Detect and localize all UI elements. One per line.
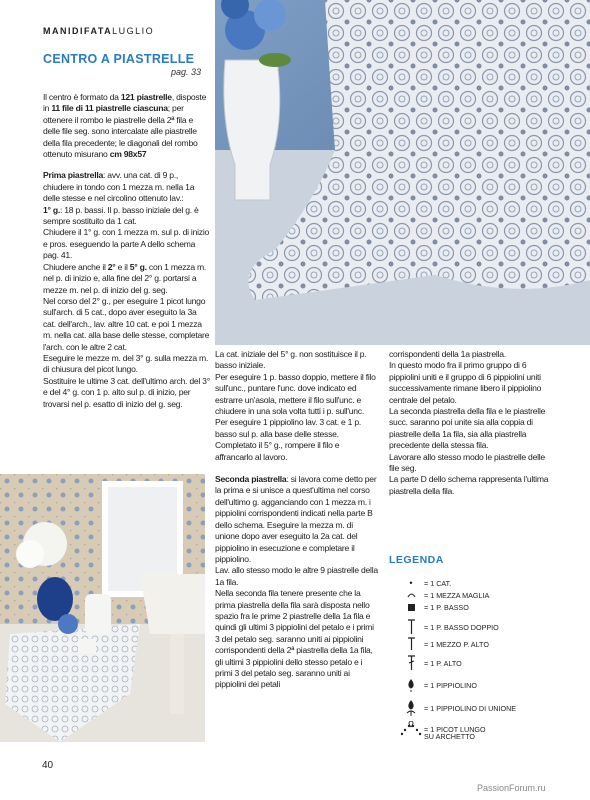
paragraph: La seconda piastrella della fila e le piastrelle succ. saranno poi unite sia alla coppia di piastrelle della 1a fila, sia alla piastrella precedente della stessa fila. (389, 406, 546, 451)
tall-tee-icon (398, 619, 424, 635)
paragraph: Eseguire le mezze m. del 3° g. sulla mezza m. di chiusura del picot lungo. (43, 352, 209, 375)
legend-label: = 1 MEZZO P. ALTO (424, 639, 489, 649)
text-span: con 1 mezza m. nel p. di inizio e, alla fine del 2° g. portarsi a mezze m. nel p. di inizio del g. seg. (43, 261, 207, 295)
picot-loop-icon (398, 721, 424, 737)
dagger-icon (398, 655, 424, 671)
text-span: ; per ottenere il rombo le piastrelle della 2ª fila e delle file seg. sono intercalate alle piastrelle della fila precedente; le diagonali del rombo ottenuto misurano (43, 103, 198, 160)
bold-span: Seconda piastrella (215, 474, 287, 485)
paragraph: Per eseguire 1 p. basso doppio, mettere il filo sull'unc., puntare l'unc. dove indicato ed estrarre un'asola, mettere il filo sull'unc. e chiudere in una sola volta tutti i p. sull'unc. (215, 371, 376, 417)
magazine-header (43, 26, 154, 36)
filled-square-icon (398, 604, 424, 611)
tee-icon (398, 637, 424, 651)
arc-icon (398, 591, 424, 600)
legend-item-pippiolino-unione (398, 699, 516, 717)
bold-span: cm 98x57 (109, 149, 147, 160)
legend-item-mezzo-p-alto (398, 637, 489, 651)
section-title: CENTRO A PIASTRELLE (43, 52, 195, 66)
brand-name: MANIDIFATA (43, 26, 113, 36)
text-span: : si lavora come detto per la prima e si unisce a quest'ultima nel corso dell'ultimo g. agganciando con 1 mezza m. i pippiolini corrispondenti indicati nella parte B dello schema. Eseguire la mezza m. di unione dopo aver eseguito la 2a cat. del pippiolino in esecuzione e completare il pippiolino. (215, 474, 377, 564)
legend-item-mezza-maglia (398, 591, 489, 600)
legend-item-p-alto (398, 655, 462, 671)
legend-item-pippiolino (398, 678, 477, 692)
second-tile-paragraph (215, 474, 379, 565)
text-span: e il (115, 261, 130, 272)
legend-label: = 1 PIPPIOLINO (424, 680, 477, 690)
text-span: , disposte in (43, 92, 207, 114)
text-span: Chiudere anche il (43, 261, 108, 272)
legend-label: = 1 P. BASSO (424, 603, 469, 612)
text-column-1 (43, 92, 210, 410)
page-reference: pag. 33 (171, 67, 202, 77)
bold-span: 121 piastrelle (120, 92, 172, 102)
paragraph: Sostituire le ultime 3 cat. dell'ultimo arch. del 3° e del 4° g. con 1 p. alto sul p. di inizio, per trovarsi nel p. esatto di inizio del g. seg. (43, 375, 210, 409)
paragraph: Nella seconda fila tenere presente che la prima piastrella della fila sarà disposta nello spazio fra le prime 2 piastrelle della 1a fila e quindi gli ultimi 3 pippiolini del petalo e i primi 3 del petalo seg. saranno uniti ai pippiolini corrispondenti della 2ª piastrella della 1a fila, gli ultimi 3 pippiolini dello stesso petalo e i primi 3 del petalo seg. saranno uniti ai pippiolini dei petali (215, 588, 374, 690)
paragraph: corrispondenti della 1a piastrella. (389, 349, 506, 359)
first-tile-paragraph (43, 170, 210, 227)
legend-item-picot-lungo-line2 (424, 732, 475, 741)
paragraph: La cat. iniziale del 5° g. non sostituisce il p. basso iniziale. (215, 349, 367, 371)
text-span: : avv. una cat. di 9 p., chiudere in tondo con 1 mezza m. nella 1a delle stesse e nel circolino ottenuto lav.: (43, 170, 195, 204)
photo-doily-closeup (215, 0, 590, 345)
bold-span: 11 file di 11 piastrelle ciascuna (51, 103, 168, 114)
legend-item-p-basso-doppio (398, 619, 499, 635)
paragraph: Completato il 5° g., rompere il filo e affrancarlo al lavoro. (215, 440, 340, 462)
watermark: PassionForum.ru (477, 783, 546, 793)
legend-title: LEGENDA (389, 554, 444, 566)
legend-label: = 1 PIPPIOLINO DI UNIONE (424, 703, 517, 713)
bold-span: 2° (107, 261, 116, 272)
legend-label: = 1 P. BASSO DOPPIO (424, 622, 499, 632)
legend-label: = 1 MEZZA MAGLIA (424, 591, 490, 600)
legend-label: = 1 CAT. (424, 578, 452, 588)
text-column-3 (389, 349, 554, 497)
dot-icon: • (409, 578, 413, 588)
paragraph (43, 262, 210, 296)
paragraph: Chiudere il 1° g. con 1 mezza m. sul p. di inizio e pros. eseguendo la parte A dello schema pag. 41. (43, 227, 210, 261)
legend-label: = 1 P. ALTO (424, 658, 462, 668)
legend-item-p-basso (398, 603, 469, 612)
bold-span: Prima piastrella (43, 170, 104, 181)
bold-span: 1° g. (43, 204, 60, 215)
paragraph: Lav. allo stesso modo le altre 9 piastrelle della 1a fila. (215, 565, 378, 587)
text-column-2 (215, 349, 379, 691)
paragraph: La parte D dello schema rappresenta l'ultima piastrella della fila. (389, 474, 549, 496)
paragraph: In questo modo fra il primo gruppo di 6 pippiolini uniti e il gruppo di 6 pippiolini uniti successivamente rimane libero il pippiolino centrale del petalo. (389, 360, 542, 405)
legend-label: = 1 PICOT LUNGO (424, 724, 486, 734)
page-number: 40 (42, 760, 54, 771)
text-span: : 18 p. bassi. Il p. basso iniziale del g. è sempre sostituito da 1 cat. (43, 204, 199, 227)
legend-label: SU ARCHETTO (424, 732, 475, 741)
issue-month: LUGLIO (112, 26, 155, 36)
drop-icon (398, 678, 424, 692)
intro-paragraph (43, 92, 210, 160)
paragraph: Per eseguire 1 pippiolino lav. 3 cat. e 1 p. basso sul p. alla base delle stesse. (215, 417, 362, 439)
legend-item-cat (398, 578, 451, 588)
paragraph: Nel corso del 2° g., per eseguire 1 picot lungo sull'arch. di 5 cat., dopo aver eseguito la 3a cat. dell'arch., lav. altre 10 cat. e poi 1 mezza m. nella cat. alla base delle stesse, completare l'arch. con le altre 2 cat. (43, 295, 210, 352)
photo-table-setting (0, 474, 205, 742)
bold-span: 5° g. (129, 261, 147, 272)
paragraph: Lavorare allo stesso modo le piastrelle delle file seg. (389, 451, 545, 474)
drop-join-icon (398, 699, 424, 717)
text-span: Il centro è formato da (43, 92, 121, 102)
